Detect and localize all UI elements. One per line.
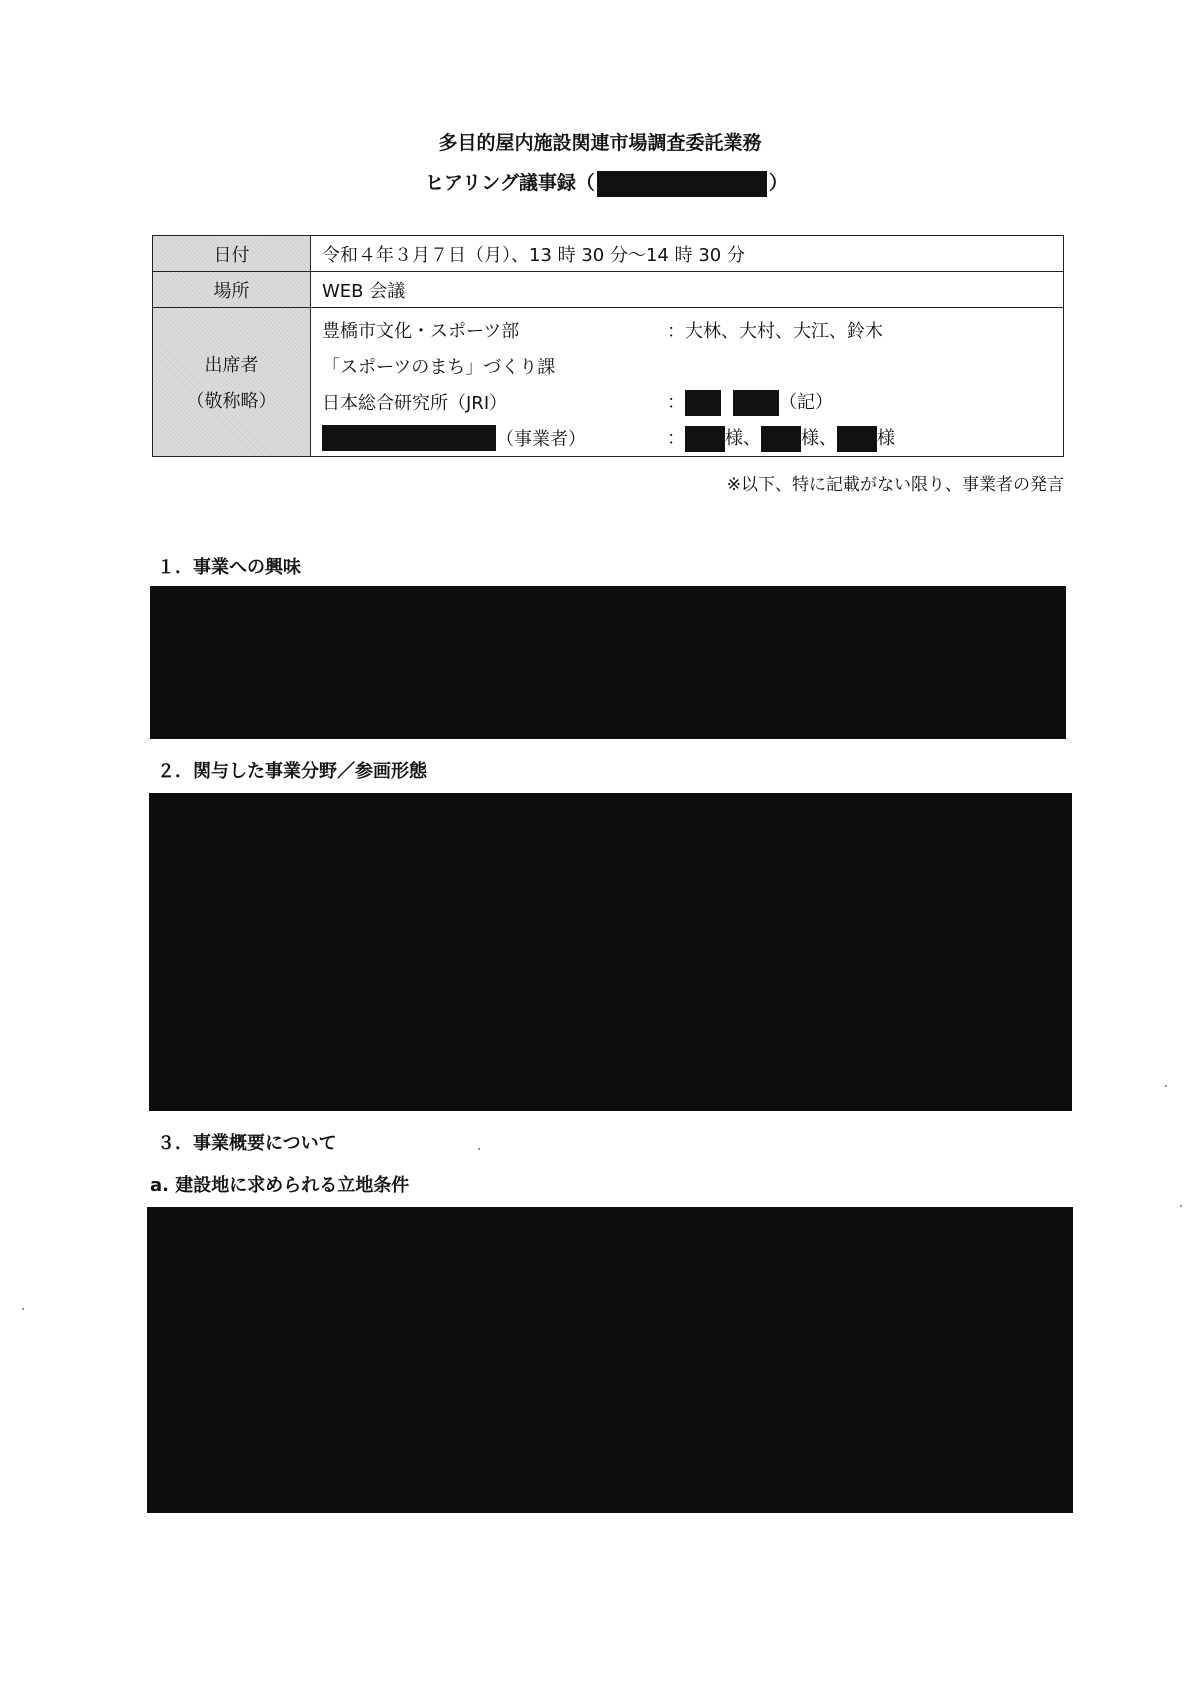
colon: ： [667,392,685,413]
subtitle-prefix: ヒアリング議事録（ [425,172,595,194]
attendee-line [322,348,1063,384]
scan-speck [478,1148,480,1150]
org1-section: 「スポーツのまち」づくり課 [322,357,556,378]
section-3-heading: ３．事業概要について [157,1133,337,1154]
scan-speck [1165,1085,1167,1087]
section-2-heading: ２．関与した事業分野／参画形態 [157,761,427,782]
attendees-row [153,308,1064,457]
document-subtitle [425,168,788,197]
redacted-name [733,390,779,416]
redacted-name [685,426,725,452]
place-label: 場所 [153,272,311,308]
redacted-name [685,390,721,416]
place-row [153,272,1064,308]
colon: ： [667,428,685,449]
section-3a-heading: a. 建設地に求められる立地条件 [150,1175,410,1196]
recorder-mark: （記） [779,392,833,413]
org1-members: ：大林、大村、大江、鈴木 [667,321,883,342]
redacted-name [837,426,877,452]
place-value: WEB 会議 [311,272,1064,308]
attendee-line [322,312,1063,348]
attendees-value [311,308,1064,457]
scan-speck [22,1308,24,1310]
redacted-name [761,426,801,452]
scan-speck [1180,1205,1182,1207]
date-row [153,236,1064,272]
date-label: 日付 [153,236,311,272]
redacted-company-name [597,171,767,197]
honorific: 様、 [801,428,837,449]
honorific: 様、 [725,428,761,449]
org1-name: 豊橋市文化・スポーツ部 [322,321,520,342]
date-value: 令和４年３月７日（月）、13 時 30 分～14 時 30 分 [311,236,1064,272]
redacted-block-3 [147,1207,1073,1513]
redacted-block-2 [149,793,1072,1111]
redacted-company [322,425,496,451]
org2-name: 日本総合研究所（JRI） [322,393,508,414]
meeting-info-table [152,235,1064,457]
attendee-line [322,384,1063,420]
section-1-heading: １．事業への興味 [157,557,301,578]
org3-members [667,424,895,452]
note: ※以下、特に記載がない限り、事業者の発言 [726,475,1064,495]
document-title: 多目的屋内施設関連市場調査委託業務 [438,132,762,154]
attendees-label [153,308,311,457]
org3-label: （事業者） [496,429,586,450]
attendee-line [322,420,1063,456]
redacted-block-1 [150,586,1066,739]
honorific: 様 [877,428,895,449]
attendees-label-line2: （敬称略） [186,391,277,412]
subtitle-suffix: ） [768,172,788,194]
org2-members [667,388,833,416]
attendees-label-line1: 出席者 [204,355,259,376]
